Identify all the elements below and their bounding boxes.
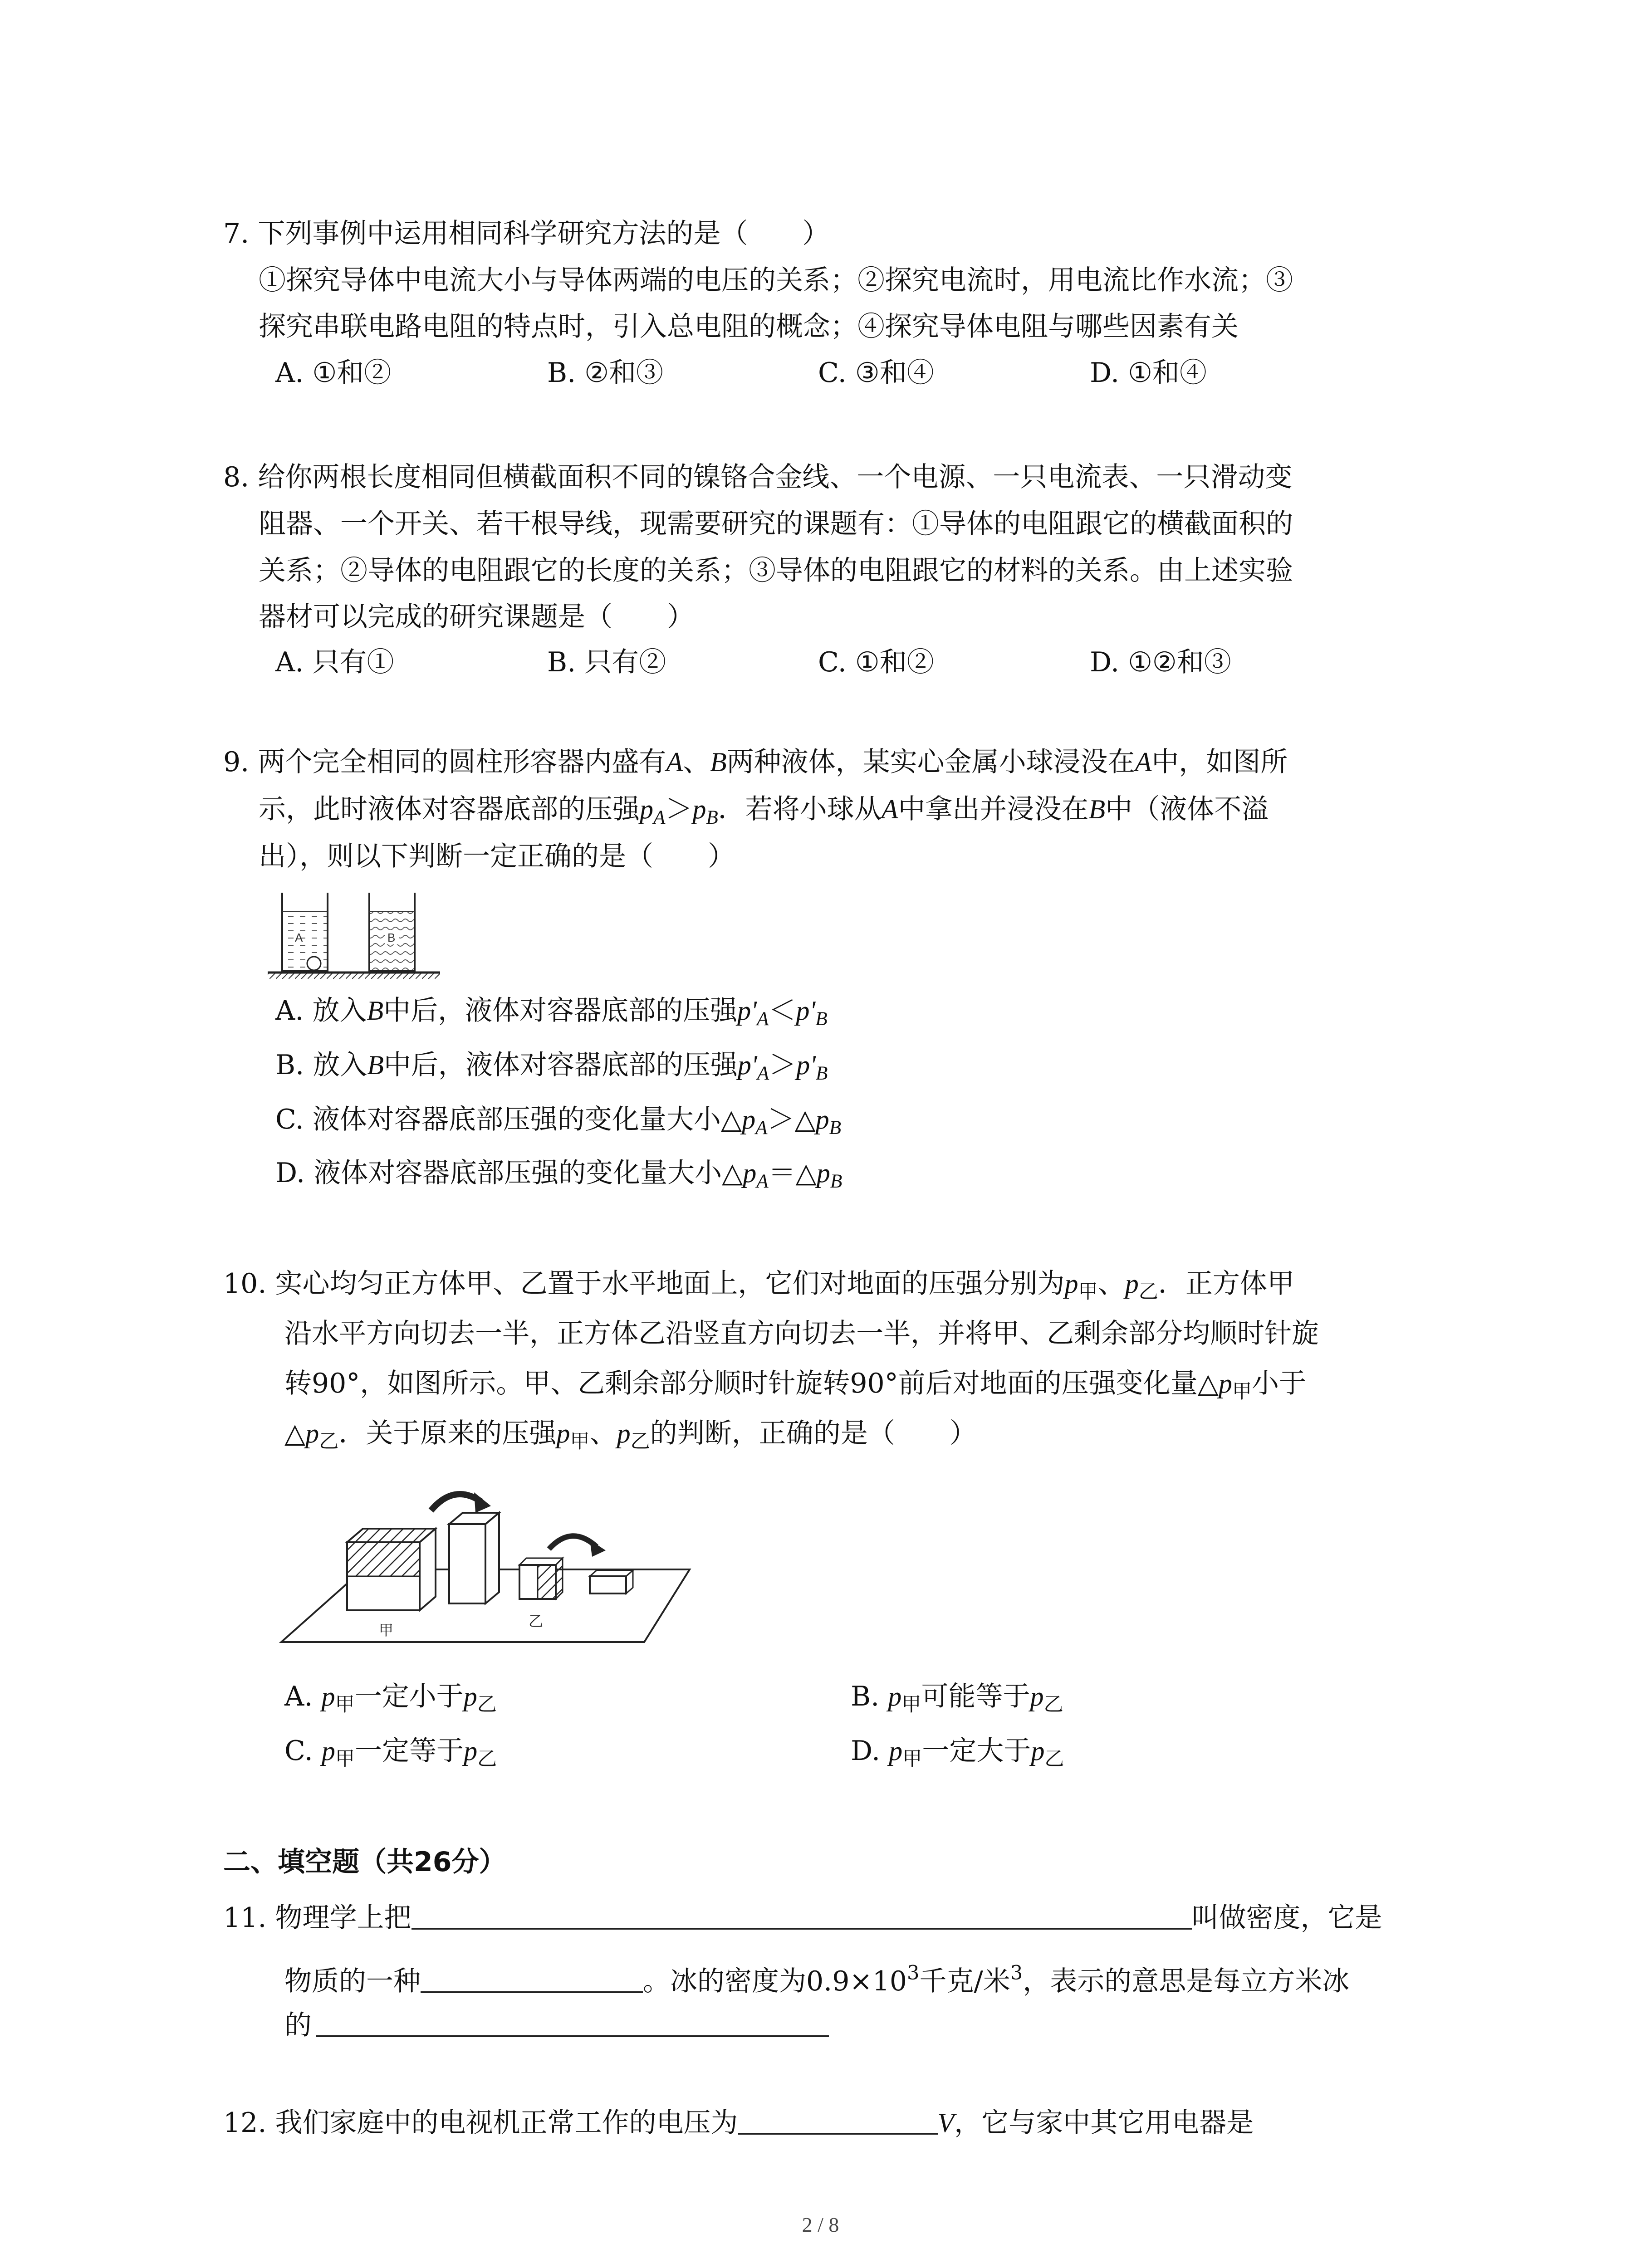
q7-line2: ①探究导体中电流大小与导体两端的电压的关系；②探究电流时，用电流比作水流；③: [259, 264, 1293, 296]
label-jia: 甲: [379, 1622, 394, 1639]
q8-line2: 阻器、一个开关、若干根导线，现需要研究的课题有：①导体的电阻跟它的横截面积的: [259, 508, 1293, 540]
q9-containers-figure: [263, 884, 454, 983]
q11-line3: 的: [284, 2007, 829, 2043]
q10-option-a: A. $p_甲$一定小于$p_乙$: [284, 1681, 497, 1716]
q9-option-c: C. 液体对容器底部压强的变化量大小$\triangle p_A>\triangle p_B$: [275, 1104, 841, 1139]
q7-option-a: A. ①和②: [275, 357, 392, 389]
q12-line1: 12. 我们家庭中的电视机正常工作的电压为 V，它与家中其它用电器是: [223, 2105, 1254, 2141]
q9-option-b: B. 放入B中后，液体对容器底部的压强$p'_A>p'_B$: [275, 1049, 828, 1085]
q10-option-d: D. $p_甲$一定大于$p_乙$: [851, 1735, 1064, 1771]
q10-line2: 沿水平方向切去一半，正方体乙沿竖直方向切去一半，并将甲、乙剩余部分均顺时针旋: [284, 1318, 1319, 1349]
q9-line3: 出），则以下判断一定正确的是（ ）: [259, 841, 735, 872]
label-yi: 乙: [529, 1613, 544, 1630]
cube-jia-cut-half: [347, 1542, 420, 1576]
yi-rotated-block: [590, 1576, 626, 1593]
q9-option-a: A. 放入B中后，液体对容器底部的压强$p'_A<p'_B$: [275, 995, 828, 1030]
q10-cubes-figure: [272, 1474, 699, 1656]
q8-option-b: B. 只有②: [547, 646, 666, 678]
q8-line1: 8. 给你两根长度相同但横截面积不同的镍铬合金线、一个电源、一只电流表、一只滑动变: [223, 461, 1293, 493]
cube-yi-cut-half: [538, 1565, 556, 1599]
q10-line3: 转90°，如图所示。甲、乙剩余部分顺时针旋转90°前后对地面的压强变化量$\triangle p_甲$小于: [284, 1368, 1307, 1403]
section-2-heading: 二、填空题（共26分）: [223, 1846, 506, 1878]
q10-line1: 10. 实心均匀正方体甲、乙置于水平地面上，它们对地面的压强分别为$p_甲$、$p_乙$．正方体甲: [223, 1268, 1294, 1304]
q9-line2: 示，此时液体对容器底部的压强$p_A>p_B$．若将小球从A中拿出并浸没在B中（液体不溢: [259, 793, 1269, 829]
q9-option-d: D. 液体对容器底部压强的变化量大小$\triangle p_A=\triangle p_B$: [275, 1157, 843, 1193]
q10-option-c: C. $p_甲$一定等于$p_乙$: [284, 1735, 497, 1771]
q11-line1: 11. 物理学上把 叫做密度，它是: [223, 1900, 1382, 1936]
q7-option-b: B. ②和③: [547, 357, 664, 389]
q7-option-c: C. ③和④: [818, 357, 934, 389]
jia-rotated-block: [449, 1524, 485, 1603]
q7-line3: 探究串联电路电阻的特点时，引入总电阻的概念；④探究导体电阻与哪些因素有关: [259, 311, 1239, 342]
q12-blank-1[interactable]: [738, 2106, 938, 2135]
q7-option-d: D. ①和④: [1090, 357, 1207, 389]
q11-blank-2[interactable]: [421, 1964, 643, 1993]
q10-option-b: B. $p_甲$可能等于$p_乙$: [851, 1681, 1063, 1716]
q8-option-a: A. 只有①: [275, 646, 394, 678]
q11-blank-1[interactable]: [411, 1901, 1192, 1930]
q9-line1: 9. 两个完全相同的圆柱形容器内盛有A、B两种液体，某实心金属小球浸没在A中，如图所: [223, 746, 1288, 778]
label-b: B: [387, 931, 396, 944]
q7-stem: 7. 下列事例中运用相同科学研究方法的是（ ）: [223, 218, 830, 249]
rotate-arrow-yi: [549, 1536, 597, 1549]
q8-option-c: C. ①和②: [818, 646, 934, 678]
q8-line4: 器材可以完成的研究课题是（ ）: [259, 601, 694, 633]
page-number: 2 / 8: [802, 2213, 839, 2236]
q8-line3: 关系；②导体的电阻跟它的长度的关系；③导体的电阻跟它的材料的关系。由上述实验: [259, 555, 1293, 587]
q8-option-d: D. ①②和③: [1090, 646, 1231, 678]
q11-line2: 物质的一种 。冰的密度为$0.9\times 10^3$千克/米$^3$，表示的意思是每立方米冰: [284, 1962, 1350, 1997]
metal-ball: [307, 957, 321, 970]
q10-line4: $\triangle p_乙$．关于原来的压强$p_甲$、$p_乙$的判断，正确的是（ ）: [284, 1418, 977, 1453]
rotate-arrow-jia: [431, 1494, 481, 1510]
label-a: A: [295, 931, 303, 944]
q11-blank-3[interactable]: [316, 2008, 829, 2037]
cube-jia-side: [420, 1529, 436, 1610]
